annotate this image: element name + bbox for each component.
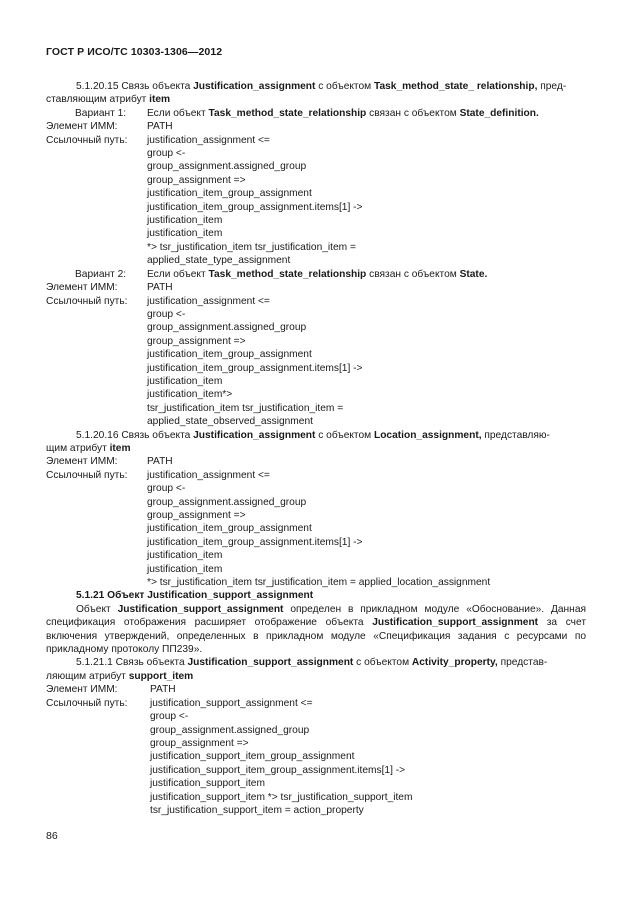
code-line: justification_item xyxy=(147,563,223,575)
code-line: *> tsr_justification_item tsr_justification_item = applied_location_assignment xyxy=(147,577,491,589)
code-line: group_assignment.assigned_group xyxy=(147,161,307,173)
imm-row xyxy=(46,455,586,468)
section-5-1-21-heading: 5.1.21 Объект Justification_support_assignment xyxy=(76,590,314,602)
ref-path-row xyxy=(46,697,586,710)
code-line: justification_item_group_assignment xyxy=(147,523,312,535)
code-line: applied_state_observed_assignment xyxy=(147,416,313,428)
imm-label: Элемент ИММ: xyxy=(46,121,118,133)
ref-path-label: Ссылочный путь: xyxy=(46,697,128,709)
code-line: group <- xyxy=(147,483,186,495)
imm-value: PATH xyxy=(147,456,173,468)
code-line: group_assignment => xyxy=(147,174,246,186)
variant-2-row xyxy=(46,268,586,281)
page-content xyxy=(46,80,586,817)
standard-header: ГОСТ Р ИСО/ТС 10303-1306—2012 xyxy=(46,46,223,58)
imm-label: Элемент ИММ: xyxy=(46,282,118,294)
code-line: group_assignment => xyxy=(150,737,249,749)
imm-label: Элемент ИММ: xyxy=(46,684,118,696)
imm-value: PATH xyxy=(147,282,173,294)
clause-5-1-21-1-title-cont: ляющим атрибут support_item xyxy=(46,670,194,682)
page-number: 86 xyxy=(46,830,58,842)
ref-path-code-4 xyxy=(46,710,586,817)
ref-path-code-3 xyxy=(46,482,586,589)
code-line: tsr_justification_item tsr_justification_item = xyxy=(147,402,344,414)
code-line: group_assignment => xyxy=(147,510,246,521)
ref-path-first: justification_assignment <= xyxy=(147,295,270,307)
ref-path-first: justification_support_assignment <= xyxy=(150,697,313,709)
ref-path-code-2 xyxy=(46,308,586,429)
variant-label: Вариант 2: xyxy=(75,268,127,280)
ref-path-row xyxy=(46,295,586,308)
ref-path-first: justification_assignment <= xyxy=(147,134,270,146)
code-line: group_assignment.assigned_group xyxy=(147,322,307,334)
ref-path-first: justification_assignment <= xyxy=(147,469,270,481)
variant-text: Если объект Task_method_state_relationship связан с объектом State_definition. xyxy=(147,107,539,119)
code-line: tsr_justification_support_item = action_property xyxy=(150,804,364,816)
code-line: justification_support_item xyxy=(150,778,265,790)
code-line: justification_item xyxy=(147,550,223,562)
clause-5-1-20-15-title: 5.1.20.15 Связь объекта Justification_assignment с объектом Task_method_state_ relationship, пред- xyxy=(76,81,567,92)
code-line: justification_item*> xyxy=(147,389,233,401)
ref-path-row xyxy=(46,134,586,147)
clause-5-1-20-16-title: 5.1.20.16 Связь объекта Justification_assignment с объектом Location_assignment, представляю- xyxy=(76,429,550,441)
code-line: justification_item_group_assignment.items[1] -> xyxy=(147,362,363,374)
code-line: group_assignment => xyxy=(147,335,246,347)
imm-value: PATH xyxy=(147,121,173,133)
code-line: justification_item xyxy=(147,215,223,227)
clause-5-1-20-16-title-cont: щим атрибут item xyxy=(46,442,131,454)
clause-5-1-21-1-title: 5.1.21.1 Связь объекта Justification_support_assignment с объектом Activity_property, представ- xyxy=(76,657,548,669)
ref-path-label: Ссылочный путь: xyxy=(46,469,128,481)
code-line: justification_item_group_assignment.items[1] -> xyxy=(147,201,363,213)
code-line: justification_support_item_group_assignment xyxy=(150,751,355,763)
code-line: justification_item_group_assignment xyxy=(147,349,312,361)
code-line: group_assignment.assigned_group xyxy=(147,496,307,508)
section-5-1-21-paragraph: Объект Justification_support_assignment определен в прикладном модуле «Обоснование». Данная спецификация отображения расширяет отображение объекта Justification_support_assignment за счет включения утверждений, определенных в прикладном модуле «Спецификация задания с ресурсами по прикладному протоколу ПП239». xyxy=(46,603,586,656)
ref-path-label: Ссылочный путь: xyxy=(46,134,128,146)
imm-value: PATH xyxy=(150,684,176,696)
ref-path-label: Ссылочный путь: xyxy=(46,295,128,307)
code-line: justification_item_group_assignment xyxy=(147,188,312,200)
imm-row xyxy=(46,120,586,133)
code-line: group_assignment.assigned_group xyxy=(150,724,310,736)
code-line: justification_support_item_group_assignment.items[1] -> xyxy=(150,764,406,776)
imm-row xyxy=(46,683,586,696)
clause-5-1-20-15-title-cont: ставляющим атрибут item xyxy=(46,94,171,106)
imm-row xyxy=(46,281,586,294)
variant-label: Вариант 1: xyxy=(75,107,127,119)
variant-1-row xyxy=(46,107,586,120)
code-line: *> tsr_justification_item tsr_justification_item = xyxy=(147,241,356,253)
code-line: justification_item_group_assignment.items[1] -> xyxy=(147,536,363,548)
code-line: applied_state_type_assignment xyxy=(147,255,291,267)
code-line: group <- xyxy=(147,308,186,320)
code-line: justification_support_item *> tsr_justification_support_item xyxy=(150,791,413,803)
variant-text: Если объект Task_method_state_relationship связан с объектом State. xyxy=(147,268,488,280)
code-line: justification_item xyxy=(147,228,223,240)
ref-path-code-1 xyxy=(46,147,586,268)
ref-path-row xyxy=(46,469,586,482)
code-line: group <- xyxy=(147,148,186,160)
code-line: justification_item xyxy=(147,375,223,387)
imm-label: Элемент ИММ: xyxy=(46,456,118,468)
code-line: group <- xyxy=(150,711,189,723)
